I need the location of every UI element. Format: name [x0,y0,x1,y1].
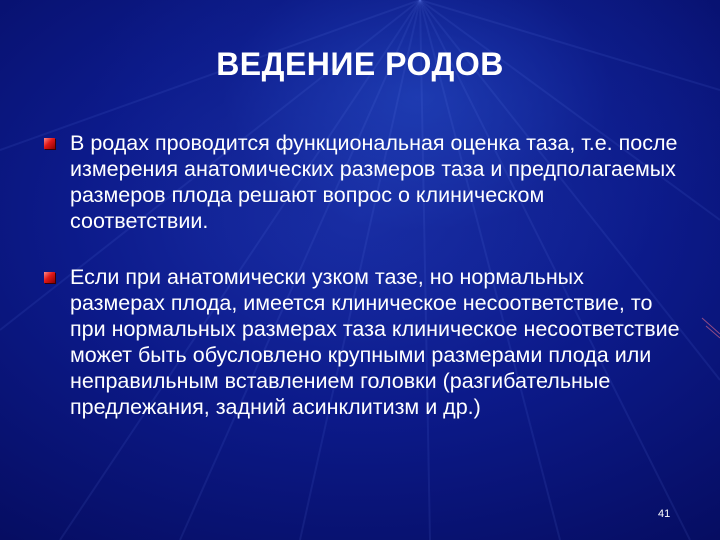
bullet-text: В родах проводится функциональная оценка таза, т.е. после измерения анатомических размеров таза и предполагаемых размеров плода решают вопрос о клиническом соответствии. [70,131,678,233]
slide-page-number: 41 [658,508,671,520]
bullet-list [44,130,684,450]
red-square-bullet-icon [44,138,55,149]
bullet-item [44,130,684,234]
slide-title: ВЕДЕНИЕ РОДОВ [216,46,504,82]
red-square-bullet-icon [44,272,55,283]
bullet-item [44,264,684,420]
bullet-text: Если при анатомически узком тазе, но нормальных размерах плода, имеется клиническое несоответствие, то при нормальных размерах таза клиническое несоответствие может быть обусловлено крупными размерами плода или неправильным вставлением головки (разгибательные предлежания, задний асинклитизм и др.) [70,265,680,419]
